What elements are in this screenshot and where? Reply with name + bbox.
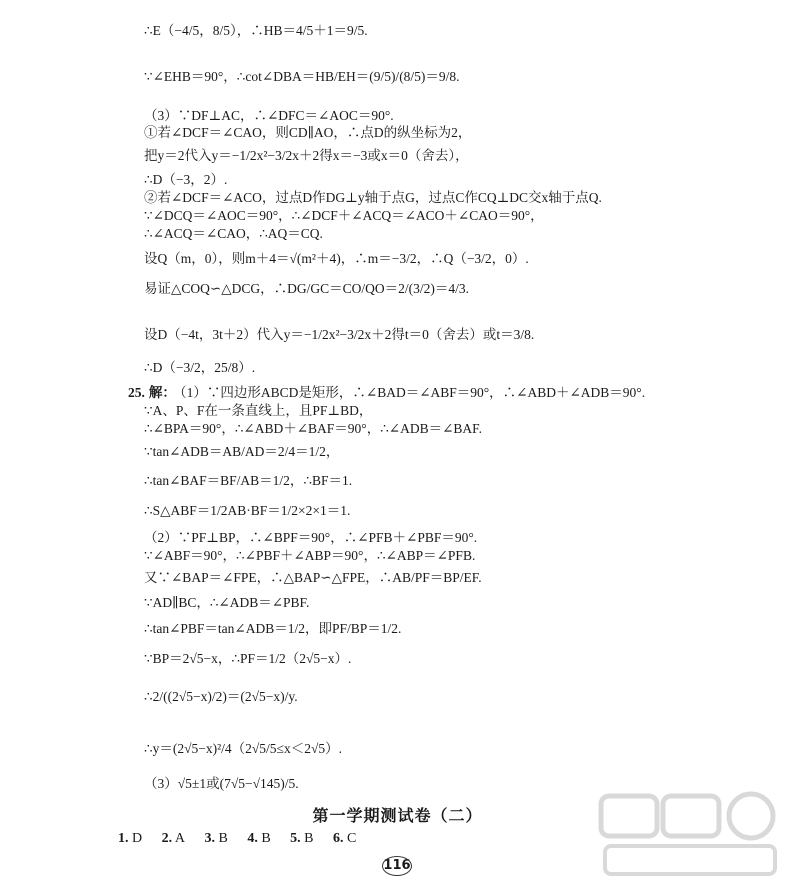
text-line: ∵A、P、F在一条直线上，且PF⊥BD， <box>144 403 373 418</box>
text-line: ∵BP＝2√5−x，∴PF＝1/2（2√5−x）. <box>144 651 352 666</box>
text-line: （3）√5±1或(7√5−√145)/5. <box>144 776 299 791</box>
text-line: 又∵∠BAP＝∠FPE，∴△BAP∽△FPE，∴AB/PF＝BP/EF. <box>144 570 482 585</box>
answers-row <box>118 831 372 847</box>
text-line: ∴y＝(2√5−x)²/4（2√5/5≤x＜2√5）. <box>144 741 343 756</box>
answer-item: 2. A <box>161 831 185 846</box>
text-line: ∴E（−4/5，8/5），∴HB＝4/5＋1＝9/5. <box>144 23 368 38</box>
answer-item: 1. D <box>118 831 143 846</box>
text-line: ∴S△ABF＝1/2AB·BF＝1/2×2×1＝1. <box>144 503 351 518</box>
text-line: ∴∠BPA＝90°，∴∠ABD＋∠BAF＝90°，∴∠ADB＝∠BAF. <box>144 421 482 436</box>
watermark-logo-icon <box>595 790 785 880</box>
text-line: ∴tan∠PBF＝tan∠ADB＝1/2，即PF/BP＝1/2. <box>144 621 402 636</box>
page-number: 116 <box>380 855 414 877</box>
answer-item: 5. B <box>290 831 314 846</box>
text-line: ∵∠EHB＝90°，∴cot∠DBA＝HB/EH＝(9/5)/(8/5)＝9/8. <box>144 69 460 84</box>
question-25-first-line <box>128 384 645 402</box>
text-line: （3）∵DF⊥AC，∴∠DFC＝∠AOC＝90°. <box>144 108 394 123</box>
text-line: ∴D（−3，2）. <box>144 172 228 187</box>
text-line: ∴∠ACQ＝∠CAO，∴AQ＝CQ. <box>144 226 323 241</box>
text-line: ∵tan∠ADB＝AB/AD＝2/4＝1/2， <box>144 444 340 459</box>
text-line: （2）∵PF⊥BP，∴∠BPF＝90°，∴∠PFB＋∠PBF＝90°. <box>144 530 478 545</box>
text-line: ∵AD∥BC，∴∠ADB＝∠PBF. <box>144 595 310 610</box>
answer-item: 4. B <box>247 831 271 846</box>
text-line: ∴D（−3/2，25/8）. <box>144 360 256 375</box>
text-line: （1）∵四边形ABCD是矩形，∴∠BAD＝∠ABF＝90°，∴∠ABD＋∠ADB＝90°. <box>179 385 646 400</box>
text-line: ②若∠DCF＝∠ACO，过点D作DG⊥y轴于点G，过点C作CQ⊥DC交x轴于点Q. <box>144 190 602 205</box>
solution-label: 解： <box>148 385 176 400</box>
text-line: 易证△COQ∽△DCG，∴DG/GC＝CO/QO＝2/(3/2)＝4/3. <box>144 281 469 296</box>
text-line: 设Q（m，0），则m＋4＝√(m²＋4)，∴m＝−3/2，∴Q（−3/2，0）. <box>144 251 529 266</box>
text-line: ①若∠DCF＝∠CAO，则CD∥AO，∴点D的纵坐标为2， <box>144 125 472 140</box>
answer-item: 3. B <box>204 831 228 846</box>
text-line: 把y＝2代入y＝−1/2x²−3/2x＋2得x＝−3或x＝0（舍去）， <box>144 148 469 163</box>
text-line: ∴tan∠BAF＝BF/AB＝1/2，∴BF＝1. <box>144 473 353 488</box>
section-title: 第一学期测试卷（二） <box>312 806 483 825</box>
text-line: ∵∠DCQ＝∠AOC＝90°，∴∠DCF＋∠ACQ＝∠ACO＋∠CAO＝90°， <box>144 208 544 223</box>
question-number: 25. <box>128 385 145 400</box>
text-line: ∴2/((2√5−x)/2)＝(2√5−x)/y. <box>144 689 298 704</box>
text-line: 设D（−4t，3t＋2）代入y＝−1/2x²−3/2x＋2得t＝0（舍去）或t＝3/8. <box>144 327 535 342</box>
text-line: ∵∠ABF＝90°，∴∠PBF＋∠ABP＝90°，∴∠ABP＝∠PFB. <box>144 548 476 563</box>
answer-item: 6. C <box>333 831 357 846</box>
